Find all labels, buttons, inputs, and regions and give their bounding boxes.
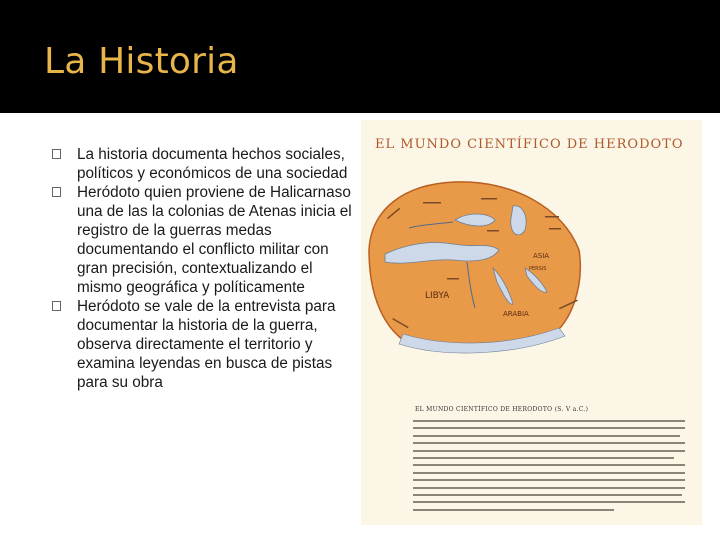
title-band — [0, 0, 720, 113]
map-caption-text — [413, 420, 685, 516]
bullet-box-icon — [52, 187, 61, 197]
world-map-illustration — [363, 158, 588, 380]
bullet-list — [52, 145, 352, 392]
bullet-item — [52, 183, 352, 297]
bullet-box-icon — [52, 301, 61, 311]
bullet-box-icon — [52, 149, 61, 159]
bullet-item — [52, 297, 352, 392]
map-caption-title: EL MUNDO CIENTÍFICO DE HERODOTO (S. V a.C.) — [415, 406, 589, 413]
bullet-text: Heródoto se vale de la entrevista para documentar la historia de la guerra, observa directamente el territorio y examina leyendas en busca de pistas para su obra — [77, 298, 336, 391]
herodotus-map-image — [361, 120, 702, 525]
bullet-text: La historia documenta hechos sociales, políticos y económicos de una sociedad — [77, 146, 348, 182]
bullet-text: Heródoto quien proviene de Halicarnaso una de las la colonias de Atenas inicia el registro de la guerras medas documentando el conflicto militar con gran precisión, contextualizando el mismo geográfica y políticamente — [77, 184, 352, 296]
label-asia: ASIA — [533, 252, 550, 260]
bullet-item — [52, 145, 352, 183]
map-heading: EL MUNDO CIENTÍFICO DE HERODOTO — [375, 137, 684, 152]
label-persis: PERSIS — [529, 266, 547, 272]
slide-title: La Historia — [44, 41, 239, 82]
label-libya: LIBYA — [425, 291, 450, 301]
label-arabia: ARABIA — [503, 310, 529, 318]
